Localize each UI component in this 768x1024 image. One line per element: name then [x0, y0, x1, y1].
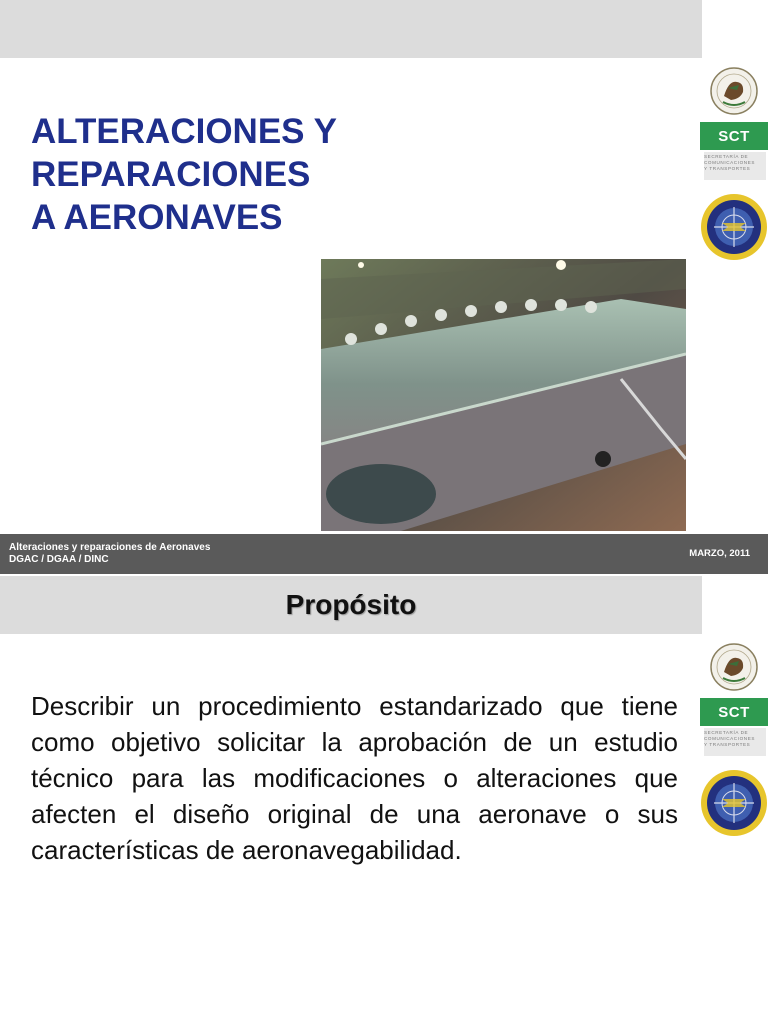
- slide-heading: Propósito: [285, 589, 417, 620]
- slide-title: ALTERACIONES Y REPARACIONES A AERONAVES: [31, 112, 337, 237]
- logo-column: [700, 634, 768, 842]
- logo-column: [700, 58, 768, 266]
- mexico-seal-icon: [709, 642, 759, 692]
- aviation-badge-icon: [700, 769, 768, 837]
- purpose-paragraph: Describir un procedimiento estandarizado que tiene como objetivo solicitar la aprobación de un estudio técnico para las modificaciones o alteraciones que afecten el diseño original de una aeronave o sus características de aeronavegabilidad.: [31, 691, 678, 865]
- header-bar: [0, 576, 702, 634]
- aircraft-wing-photo: [321, 259, 686, 531]
- sct-subtitle: SECRETARÍA DE COMUNICACIONES Y TRANSPORTES: [704, 728, 766, 756]
- purpose-slide: [0, 576, 768, 1024]
- footer-info: Alteraciones y reparaciones de Aeronaves DGAC / DGAA / DINC: [9, 542, 211, 565]
- sct-logo-icon: SCT: [700, 122, 768, 150]
- aviation-badge-icon: [700, 193, 768, 261]
- sct-subtitle: SECRETARÍA DE COMUNICACIONES Y TRANSPORTES: [704, 152, 766, 180]
- mexico-seal-icon: [709, 66, 759, 116]
- slide-footer: [0, 534, 768, 574]
- header-bar: [0, 0, 702, 58]
- sct-logo-icon: SCT: [700, 698, 768, 726]
- footer-date: MARZO, 2011: [689, 548, 750, 559]
